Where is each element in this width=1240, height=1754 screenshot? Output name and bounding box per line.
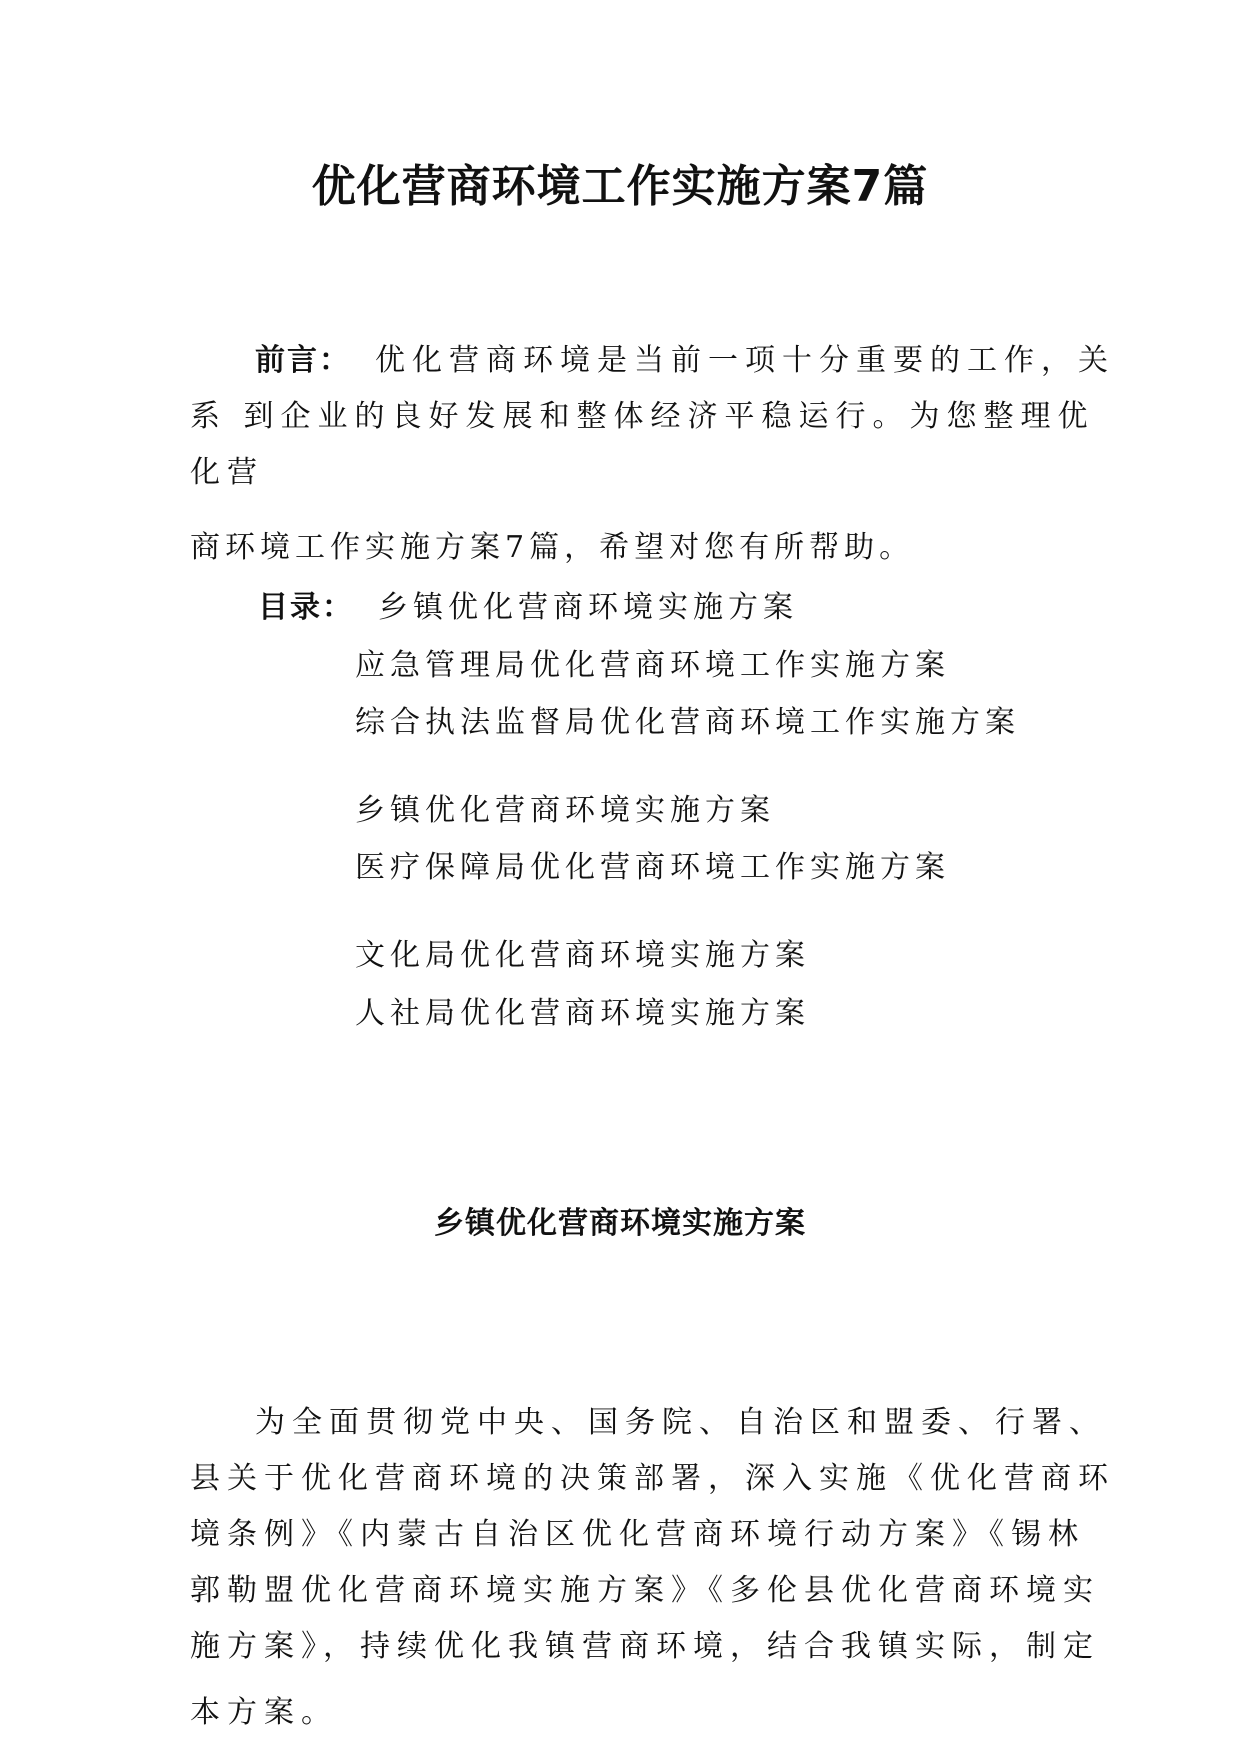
section-line-2: 县关于优化营商环境的决策部署，深入实施《优化营商环 [190,1461,1115,1496]
preface-line-2: 系 到企业的良好发展和整体经济平稳运行。为您整理优 [190,399,1095,434]
toc-item-7: 人社局优化营商环境实施方案 [355,996,810,1031]
toc-label: 目录： [258,590,354,625]
toc-item-3: 综合执法监督局优化营商环境工作实施方案 [355,705,1020,740]
toc-item-5: 医疗保障局优化营商环境工作实施方案 [355,850,950,885]
preface-first-line [255,343,1115,378]
toc-item-1: 乡镇优化营商环境实施方案 [378,590,798,625]
preface-line-4: 商环境工作实施方案7篇，希望对您有所帮助。 [190,530,915,565]
section-line-4: 郭勒盟优化营商环境实施方案》《多伦县优化营商环境实 [190,1573,1100,1608]
section-heading: 乡镇优化营商环境实施方案 [434,1206,806,1241]
toc-item-6: 文化局优化营商环境实施方案 [355,938,810,973]
toc-item-2: 应急管理局优化营商环境工作实施方案 [355,648,950,683]
preface-label: 前言： [255,343,351,378]
preface-line-3: 化营 [190,455,264,490]
section-line-6: 本方案。 [190,1695,338,1730]
toc-item-4: 乡镇优化营商环境实施方案 [355,793,775,828]
preface-line-1: 优化营商环境是当前一项十分重要的工作，关 [375,343,1115,378]
section-line-1: 为全面贯彻党中央、国务院、自治区和盟委、行署、 [255,1405,1106,1440]
section-line-5: 施方案》，持续优化我镇营商环境，结合我镇实际，制定 [190,1629,1100,1664]
section-line-3: 境条例》《内蒙古自治区优化营商环境行动方案》《锡林 [190,1517,1085,1552]
document-title: 优化营商环境工作实施方案7篇 [311,161,929,212]
toc-first-line [258,590,798,625]
